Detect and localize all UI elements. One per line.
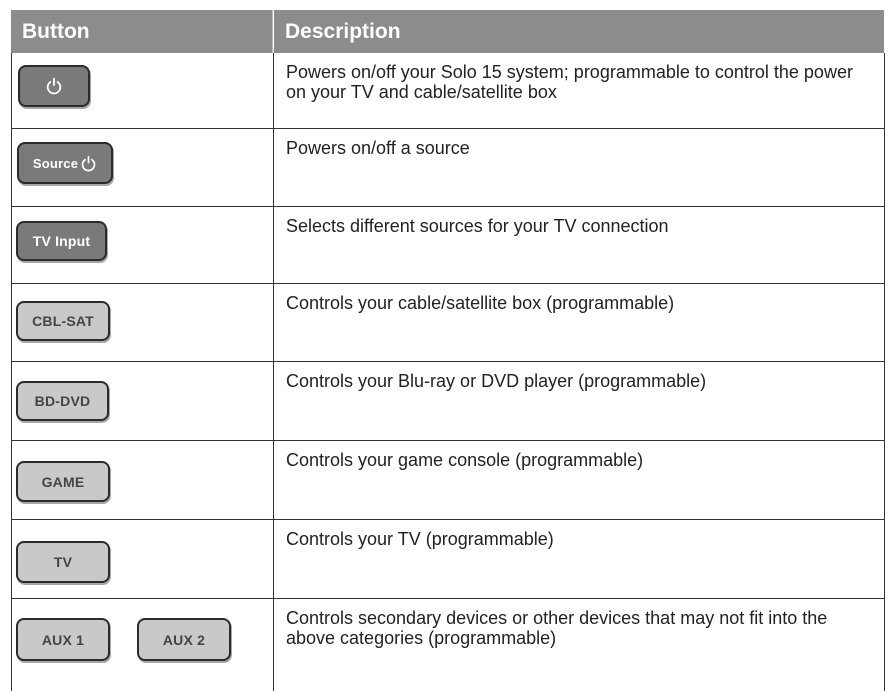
row-description: Controls your Blu-ray or DVD player (programmable): [286, 371, 707, 391]
cbl-sat-button[interactable]: CBL-SAT: [16, 301, 110, 341]
table-border-right: [884, 53, 885, 691]
table-row: [11, 362, 884, 441]
source-button-label: Source: [32, 155, 79, 171]
table-row: [11, 53, 884, 129]
table-row: [11, 599, 884, 691]
table-row: [11, 284, 884, 362]
table-border-left: [11, 53, 12, 691]
row-description: Powers on/off a source: [286, 138, 470, 158]
game-button[interactable]: GAME: [16, 461, 110, 502]
table-row: [11, 129, 884, 207]
tv-input-button[interactable]: TV Input: [16, 221, 107, 261]
bd-dvd-button[interactable]: BD-DVD: [16, 381, 109, 421]
power-button[interactable]: [18, 65, 90, 107]
row-description: Controls secondary devices or other devices that may not fit into the above categories (programmable): [286, 608, 828, 648]
power-icon: [80, 155, 97, 172]
header-button: Button: [11, 10, 273, 53]
source-power-button[interactable]: [17, 142, 113, 184]
row-description: Powers on/off your Solo 15 system; programmable to control the power on your TV and cable/satellite box: [286, 62, 853, 102]
header-description: Description: [274, 10, 884, 53]
table-row: [11, 441, 884, 520]
table-row: [11, 520, 884, 599]
tv-button[interactable]: TV: [16, 541, 110, 583]
power-icon: [45, 77, 63, 95]
row-description: Selects different sources for your TV connection: [286, 216, 669, 236]
table-row: [11, 207, 884, 284]
row-description: Controls your game console (programmable): [286, 450, 644, 470]
row-description: Controls your cable/satellite box (programmable): [286, 293, 675, 313]
row-description: Controls your TV (programmable): [286, 529, 554, 549]
aux-2-button[interactable]: AUX 2: [137, 618, 231, 661]
aux-1-button[interactable]: AUX 1: [16, 618, 110, 661]
